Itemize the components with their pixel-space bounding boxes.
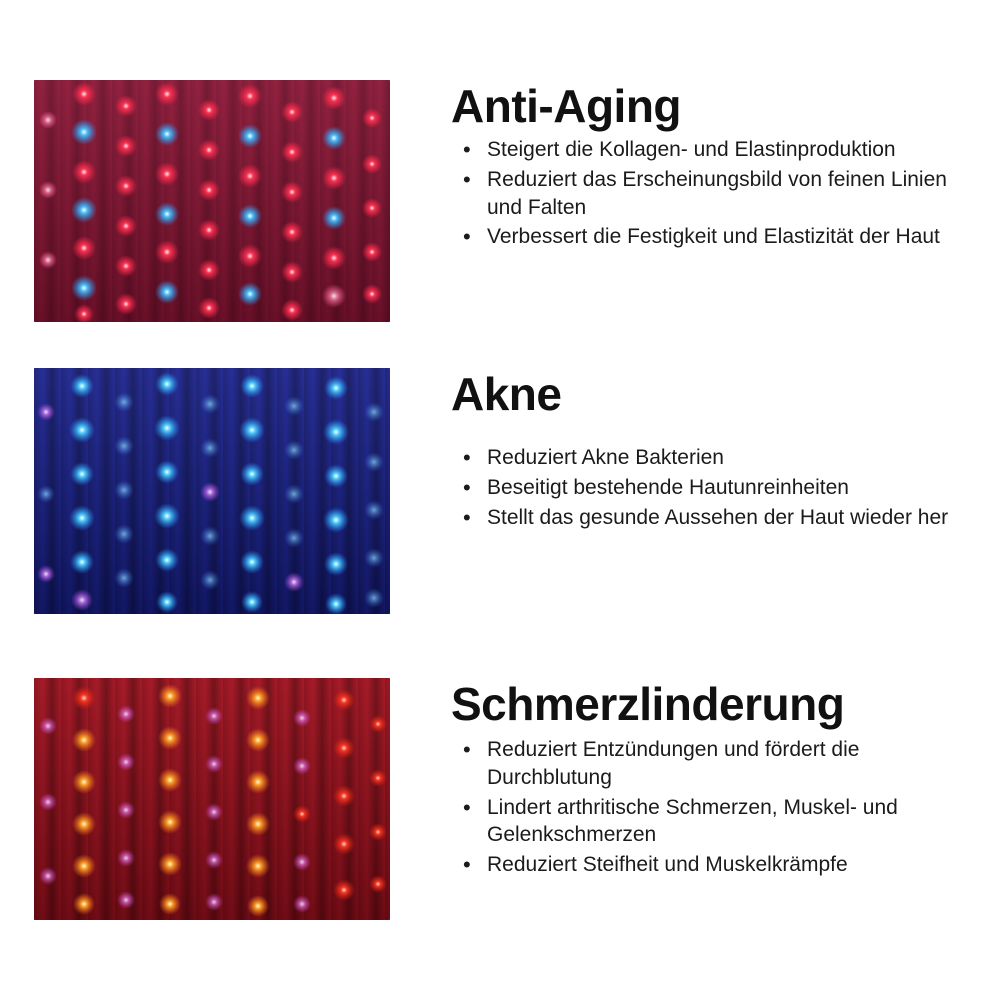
benefit-text-column: [451, 368, 970, 533]
benefit-list: [451, 736, 970, 879]
section-heading: Akne: [451, 368, 562, 420]
list-item: • Stellt das gesunde Aussehen der Haut wieder her: [485, 504, 970, 532]
list-item: • Beseitigt bestehende Hautunreinheiten: [485, 474, 970, 502]
benefit-section-anti-aging: [34, 80, 970, 322]
list-item: • Reduziert Entzündungen und fördert die Durchblutung: [485, 736, 970, 791]
benefit-section-akne: [34, 368, 970, 614]
led-dots-overlay: [34, 80, 390, 322]
list-item: • Reduziert Steifheit und Muskelkrämpfe: [485, 851, 970, 879]
list-item: • Steigert die Kollagen- und Elastinproduktion: [485, 136, 970, 164]
section-heading: Schmerzlinderung: [451, 678, 845, 730]
led-panel-artwork: [34, 80, 390, 322]
list-item: • Lindert arthritische Schmerzen, Muskel- und Gelenkschmerzen: [485, 794, 970, 849]
led-panel-red-blue-image: [34, 80, 390, 322]
led-panel-red-image: [34, 678, 390, 920]
led-panel-blue-image: [34, 368, 390, 614]
benefit-section-schmerzlinderung: [34, 678, 970, 920]
led-dots-overlay: [34, 678, 390, 920]
led-dots-overlay: [34, 368, 390, 614]
benefit-list: [451, 444, 970, 531]
benefit-text-column: [451, 80, 970, 253]
benefit-list: [451, 136, 970, 251]
list-item: • Reduziert Akne Bakterien: [485, 444, 970, 472]
section-heading: Anti-Aging: [451, 80, 682, 132]
led-panel-artwork: [34, 678, 390, 920]
list-item: • Verbessert die Festigkeit und Elastizität der Haut: [485, 223, 970, 251]
benefit-text-column: [451, 678, 970, 881]
list-item: • Reduziert das Erscheinungsbild von feinen Linien und Falten: [485, 166, 970, 221]
led-panel-artwork: [34, 368, 390, 614]
